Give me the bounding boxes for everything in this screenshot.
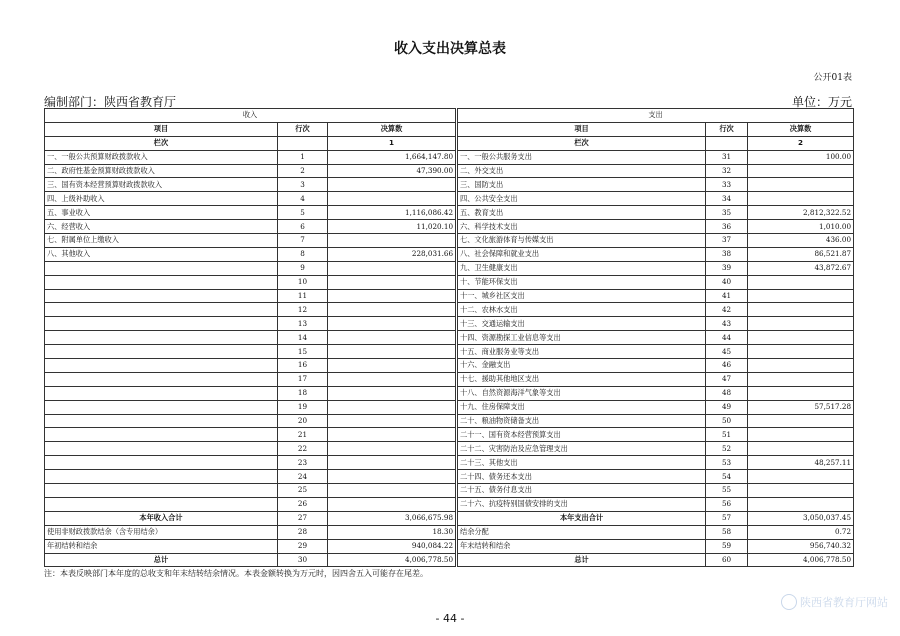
expense-amount bbox=[748, 484, 854, 498]
income-item-name bbox=[45, 261, 278, 275]
expense-row-no: 40 bbox=[706, 275, 748, 289]
income-row-no: 21 bbox=[278, 428, 328, 442]
distribution-label: 结余分配 bbox=[458, 525, 706, 539]
expense-amount bbox=[748, 331, 854, 345]
income-amount: 228,031.66 bbox=[328, 247, 456, 261]
expense-row-no: 41 bbox=[706, 289, 748, 303]
expense-amount bbox=[748, 317, 854, 331]
site-logo-icon bbox=[781, 594, 797, 610]
table-row bbox=[45, 206, 854, 220]
expense-amount-header: 决算数 bbox=[748, 122, 854, 136]
expense-row-no: 48 bbox=[706, 386, 748, 400]
ending-balance-label: 年末结转和结余 bbox=[458, 539, 706, 553]
income-amount bbox=[328, 178, 456, 192]
expense-item-name: 二十五、债务付息支出 bbox=[458, 484, 706, 498]
income-item-name bbox=[45, 484, 278, 498]
grand-total-expense-label: 总计 bbox=[458, 553, 706, 567]
expense-total-label: 本年支出合计 bbox=[458, 511, 706, 525]
expense-amount: 2,812,322.52 bbox=[748, 206, 854, 220]
income-item-name bbox=[45, 497, 278, 511]
table-row bbox=[45, 192, 854, 206]
income-row-no: 9 bbox=[278, 261, 328, 275]
income-row-no: 14 bbox=[278, 331, 328, 345]
expense-row-no: 54 bbox=[706, 470, 748, 484]
income-item-header: 项目 bbox=[45, 122, 278, 136]
distribution-row-no: 58 bbox=[706, 525, 748, 539]
income-total-label: 本年收入合计 bbox=[45, 511, 278, 525]
income-row-no: 18 bbox=[278, 386, 328, 400]
table-row bbox=[45, 178, 854, 192]
income-row-no: 7 bbox=[278, 234, 328, 248]
income-row-no: 4 bbox=[278, 192, 328, 206]
expense-item-name: 九、卫生健康支出 bbox=[458, 261, 706, 275]
balance-value: 18.30 bbox=[328, 525, 456, 539]
table-row bbox=[45, 497, 854, 511]
income-row-no: 10 bbox=[278, 275, 328, 289]
income-total-row-no: 27 bbox=[278, 511, 328, 525]
income-row-no: 22 bbox=[278, 442, 328, 456]
income-row-no: 15 bbox=[278, 345, 328, 359]
expense-row-no: 46 bbox=[706, 359, 748, 373]
table-row bbox=[45, 275, 854, 289]
income-amount bbox=[328, 484, 456, 498]
expense-row-no: 53 bbox=[706, 456, 748, 470]
income-row-no: 1 bbox=[278, 150, 328, 164]
income-amount bbox=[328, 386, 456, 400]
table-row bbox=[45, 414, 854, 428]
income-row-no: 5 bbox=[278, 206, 328, 220]
income-amount bbox=[328, 289, 456, 303]
income-section-header: 收入 bbox=[45, 109, 456, 123]
income-column-index: 1 bbox=[328, 136, 456, 150]
expense-amount bbox=[748, 386, 854, 400]
income-row-no: 17 bbox=[278, 372, 328, 386]
footnote: 注：本表反映部门本年度的总收支和年末结转结余情况。本表金额转换为万元时，因四舍五入可能存在尾差。 bbox=[44, 569, 428, 578]
table-row bbox=[45, 442, 854, 456]
expense-row-no: 52 bbox=[706, 442, 748, 456]
income-item-name bbox=[45, 456, 278, 470]
expense-item-name: 七、文化旅游体育与传媒支出 bbox=[458, 234, 706, 248]
expense-amount bbox=[748, 359, 854, 373]
grand-total-expense-row-no: 60 bbox=[706, 553, 748, 567]
expense-item-name: 十七、援助其他地区支出 bbox=[458, 372, 706, 386]
expense-item-header: 项目 bbox=[458, 122, 706, 136]
expense-item-name: 六、科学技术支出 bbox=[458, 220, 706, 234]
header-row-column-index bbox=[45, 136, 854, 150]
grand-total-income-value: 4,006,778.50 bbox=[328, 553, 456, 567]
income-item-name bbox=[45, 470, 278, 484]
header-row-columns bbox=[45, 122, 854, 136]
income-item-name bbox=[45, 303, 278, 317]
income-amount bbox=[328, 428, 456, 442]
expense-amount bbox=[748, 164, 854, 178]
income-row-no: 2 bbox=[278, 164, 328, 178]
expense-row-no-header: 行次 bbox=[706, 122, 748, 136]
grand-total-income-row-no: 30 bbox=[278, 553, 328, 567]
income-item-name bbox=[45, 317, 278, 331]
income-amount bbox=[328, 497, 456, 511]
balance-row-no: 28 bbox=[278, 525, 328, 539]
income-amount bbox=[328, 400, 456, 414]
expense-amount bbox=[748, 178, 854, 192]
table-row bbox=[45, 289, 854, 303]
income-amount bbox=[328, 359, 456, 373]
income-row-no: 25 bbox=[278, 484, 328, 498]
beginning-balance-row-no: 29 bbox=[278, 539, 328, 553]
income-column-label: 栏次 bbox=[45, 136, 278, 150]
table-row bbox=[45, 345, 854, 359]
page-number: - 44 - bbox=[435, 612, 465, 625]
expense-amount bbox=[748, 303, 854, 317]
expense-amount: 436.00 bbox=[748, 234, 854, 248]
income-amount bbox=[328, 275, 456, 289]
income-amount bbox=[328, 442, 456, 456]
expense-amount bbox=[748, 289, 854, 303]
income-item-name bbox=[45, 331, 278, 345]
income-item-name bbox=[45, 442, 278, 456]
table-row bbox=[45, 359, 854, 373]
income-amount bbox=[328, 317, 456, 331]
income-item-name: 六、经营收入 bbox=[45, 220, 278, 234]
grand-total-expense-value: 4,006,778.50 bbox=[748, 553, 854, 567]
expense-item-name: 二十、粮油物资储备支出 bbox=[458, 414, 706, 428]
table-row bbox=[45, 164, 854, 178]
expense-amount bbox=[748, 442, 854, 456]
expense-row-no: 56 bbox=[706, 497, 748, 511]
table-row-annual-total bbox=[45, 511, 854, 525]
expense-item-name: 五、教育支出 bbox=[458, 206, 706, 220]
site-watermark bbox=[781, 594, 888, 610]
expense-total-value: 3,050,037.45 bbox=[748, 511, 854, 525]
expense-item-name: 十二、农林水支出 bbox=[458, 303, 706, 317]
expense-column-index: 2 bbox=[748, 136, 854, 150]
expense-row-no: 42 bbox=[706, 303, 748, 317]
expense-item-name: 二十二、灾害防治及应急管理支出 bbox=[458, 442, 706, 456]
expense-row-no: 38 bbox=[706, 247, 748, 261]
expense-item-name: 二十三、其他支出 bbox=[458, 456, 706, 470]
income-item-name bbox=[45, 372, 278, 386]
income-item-name bbox=[45, 359, 278, 373]
expense-amount bbox=[748, 414, 854, 428]
expense-item-name: 四、公共安全支出 bbox=[458, 192, 706, 206]
expense-item-name: 二十一、国有资本经营预算支出 bbox=[458, 428, 706, 442]
expense-item-name: 十九、住房保障支出 bbox=[458, 400, 706, 414]
beginning-balance-value: 940,084.22 bbox=[328, 539, 456, 553]
income-column-blank bbox=[278, 136, 328, 150]
expense-row-no: 55 bbox=[706, 484, 748, 498]
expense-amount: 1,010.00 bbox=[748, 220, 854, 234]
expense-item-name: 十五、商业服务业等支出 bbox=[458, 345, 706, 359]
income-expense-table bbox=[44, 108, 854, 567]
table-row bbox=[45, 317, 854, 331]
table-row bbox=[45, 484, 854, 498]
expense-row-no: 51 bbox=[706, 428, 748, 442]
income-item-name bbox=[45, 275, 278, 289]
table-row bbox=[45, 220, 854, 234]
table-row bbox=[45, 234, 854, 248]
table-row-balance bbox=[45, 525, 854, 539]
distribution-value: 0.72 bbox=[748, 525, 854, 539]
income-item-name: 八、其他收入 bbox=[45, 247, 278, 261]
income-row-no: 3 bbox=[278, 178, 328, 192]
table-row bbox=[45, 372, 854, 386]
expense-amount bbox=[748, 497, 854, 511]
expense-amount bbox=[748, 345, 854, 359]
expense-item-name: 十三、交通运输支出 bbox=[458, 317, 706, 331]
expense-amount: 57,517.28 bbox=[748, 400, 854, 414]
beginning-balance-label: 年初结转和结余 bbox=[45, 539, 278, 553]
expense-row-no: 34 bbox=[706, 192, 748, 206]
income-item-name: 四、上级补助收入 bbox=[45, 192, 278, 206]
expense-row-no: 44 bbox=[706, 331, 748, 345]
income-amount bbox=[328, 303, 456, 317]
income-row-no: 11 bbox=[278, 289, 328, 303]
income-row-no: 24 bbox=[278, 470, 328, 484]
expense-amount: 100.00 bbox=[748, 150, 854, 164]
income-amount bbox=[328, 234, 456, 248]
expense-amount bbox=[748, 470, 854, 484]
expense-item-name: 十一、城乡社区支出 bbox=[458, 289, 706, 303]
income-item-name: 三、国有资本经营预算财政拨款收入 bbox=[45, 178, 278, 192]
table-row bbox=[45, 470, 854, 484]
income-amount bbox=[328, 470, 456, 484]
unit-label: 单位：万元 bbox=[791, 95, 852, 109]
expense-row-no: 45 bbox=[706, 345, 748, 359]
income-item-name bbox=[45, 400, 278, 414]
income-item-name: 二、政府性基金预算财政拨款收入 bbox=[45, 164, 278, 178]
table-row-carryover bbox=[45, 539, 854, 553]
expense-row-no: 49 bbox=[706, 400, 748, 414]
table-row bbox=[45, 428, 854, 442]
ending-balance-value: 956,740.32 bbox=[748, 539, 854, 553]
expense-amount: 48,257.11 bbox=[748, 456, 854, 470]
income-amount bbox=[328, 414, 456, 428]
income-row-no: 26 bbox=[278, 497, 328, 511]
expense-row-no: 33 bbox=[706, 178, 748, 192]
expense-row-no: 35 bbox=[706, 206, 748, 220]
expense-amount bbox=[748, 372, 854, 386]
table-row-grand-total bbox=[45, 553, 854, 567]
income-row-no: 20 bbox=[278, 414, 328, 428]
expense-item-name: 二十六、抗疫特别国债安排的支出 bbox=[458, 497, 706, 511]
expense-item-name: 十八、自然资源海洋气象等支出 bbox=[458, 386, 706, 400]
table-row bbox=[45, 456, 854, 470]
income-amount bbox=[328, 261, 456, 275]
table-row bbox=[45, 150, 854, 164]
expense-column-label: 栏次 bbox=[458, 136, 706, 150]
form-number: 公开01表 bbox=[813, 73, 852, 83]
grand-total-income-label: 总计 bbox=[45, 553, 278, 567]
page-title: 收入支出决算总表 bbox=[394, 41, 506, 57]
income-amount: 1,664,147.80 bbox=[328, 150, 456, 164]
expense-item-name: 二、外交支出 bbox=[458, 164, 706, 178]
income-row-no: 12 bbox=[278, 303, 328, 317]
expense-section-header: 支出 bbox=[458, 109, 854, 123]
income-row-no: 23 bbox=[278, 456, 328, 470]
expense-row-no: 36 bbox=[706, 220, 748, 234]
income-item-name: 七、附属单位上缴收入 bbox=[45, 234, 278, 248]
income-amount bbox=[328, 192, 456, 206]
income-item-name bbox=[45, 414, 278, 428]
table-row bbox=[45, 261, 854, 275]
expense-item-name: 十六、金融支出 bbox=[458, 359, 706, 373]
table-row bbox=[45, 331, 854, 345]
table-row bbox=[45, 400, 854, 414]
expense-item-name: 三、国防支出 bbox=[458, 178, 706, 192]
income-row-no: 16 bbox=[278, 359, 328, 373]
expense-item-name: 十四、资源勘探工业信息等支出 bbox=[458, 331, 706, 345]
watermark-text: 陕西省教育厅网站 bbox=[800, 596, 888, 609]
table-row bbox=[45, 247, 854, 261]
income-item-name bbox=[45, 386, 278, 400]
income-row-no: 19 bbox=[278, 400, 328, 414]
income-item-name bbox=[45, 289, 278, 303]
expense-row-no: 37 bbox=[706, 234, 748, 248]
income-row-no: 6 bbox=[278, 220, 328, 234]
income-item-name bbox=[45, 345, 278, 359]
ending-balance-row-no: 59 bbox=[706, 539, 748, 553]
expense-amount bbox=[748, 192, 854, 206]
income-amount: 47,390.00 bbox=[328, 164, 456, 178]
income-item-name: 五、事业收入 bbox=[45, 206, 278, 220]
table-row bbox=[45, 303, 854, 317]
income-amount: 1,116,086.42 bbox=[328, 206, 456, 220]
income-row-no: 13 bbox=[278, 317, 328, 331]
income-item-name: 一、一般公共预算财政拨款收入 bbox=[45, 150, 278, 164]
table-body bbox=[45, 150, 854, 511]
expense-row-no: 50 bbox=[706, 414, 748, 428]
income-row-no-header: 行次 bbox=[278, 122, 328, 136]
income-total-value: 3,066,675.98 bbox=[328, 511, 456, 525]
expense-row-no: 31 bbox=[706, 150, 748, 164]
income-amount-header: 决算数 bbox=[328, 122, 456, 136]
income-amount: 11,020.10 bbox=[328, 220, 456, 234]
income-row-no: 8 bbox=[278, 247, 328, 261]
expense-item-name: 八、社会保障和就业支出 bbox=[458, 247, 706, 261]
expense-item-name: 十、节能环保支出 bbox=[458, 275, 706, 289]
income-amount bbox=[328, 372, 456, 386]
expense-amount: 86,521.87 bbox=[748, 247, 854, 261]
expense-amount bbox=[748, 275, 854, 289]
income-amount bbox=[328, 331, 456, 345]
expense-column-blank bbox=[706, 136, 748, 150]
expense-amount: 43,872.67 bbox=[748, 261, 854, 275]
expense-row-no: 43 bbox=[706, 317, 748, 331]
expense-row-no: 47 bbox=[706, 372, 748, 386]
expense-row-no: 32 bbox=[706, 164, 748, 178]
expense-item-name: 二十四、债务还本支出 bbox=[458, 470, 706, 484]
table-row bbox=[45, 386, 854, 400]
income-amount bbox=[328, 456, 456, 470]
expense-item-name: 一、一般公共服务支出 bbox=[458, 150, 706, 164]
header-row-sections bbox=[45, 109, 854, 123]
expense-amount bbox=[748, 428, 854, 442]
income-item-name bbox=[45, 428, 278, 442]
expense-row-no: 39 bbox=[706, 261, 748, 275]
expense-total-row-no: 57 bbox=[706, 511, 748, 525]
income-amount bbox=[328, 345, 456, 359]
balance-label: 使用非财政拨款结余（含专用结余） bbox=[45, 525, 278, 539]
compiling-department: 编制部门：陕西省教育厅 bbox=[44, 95, 177, 109]
